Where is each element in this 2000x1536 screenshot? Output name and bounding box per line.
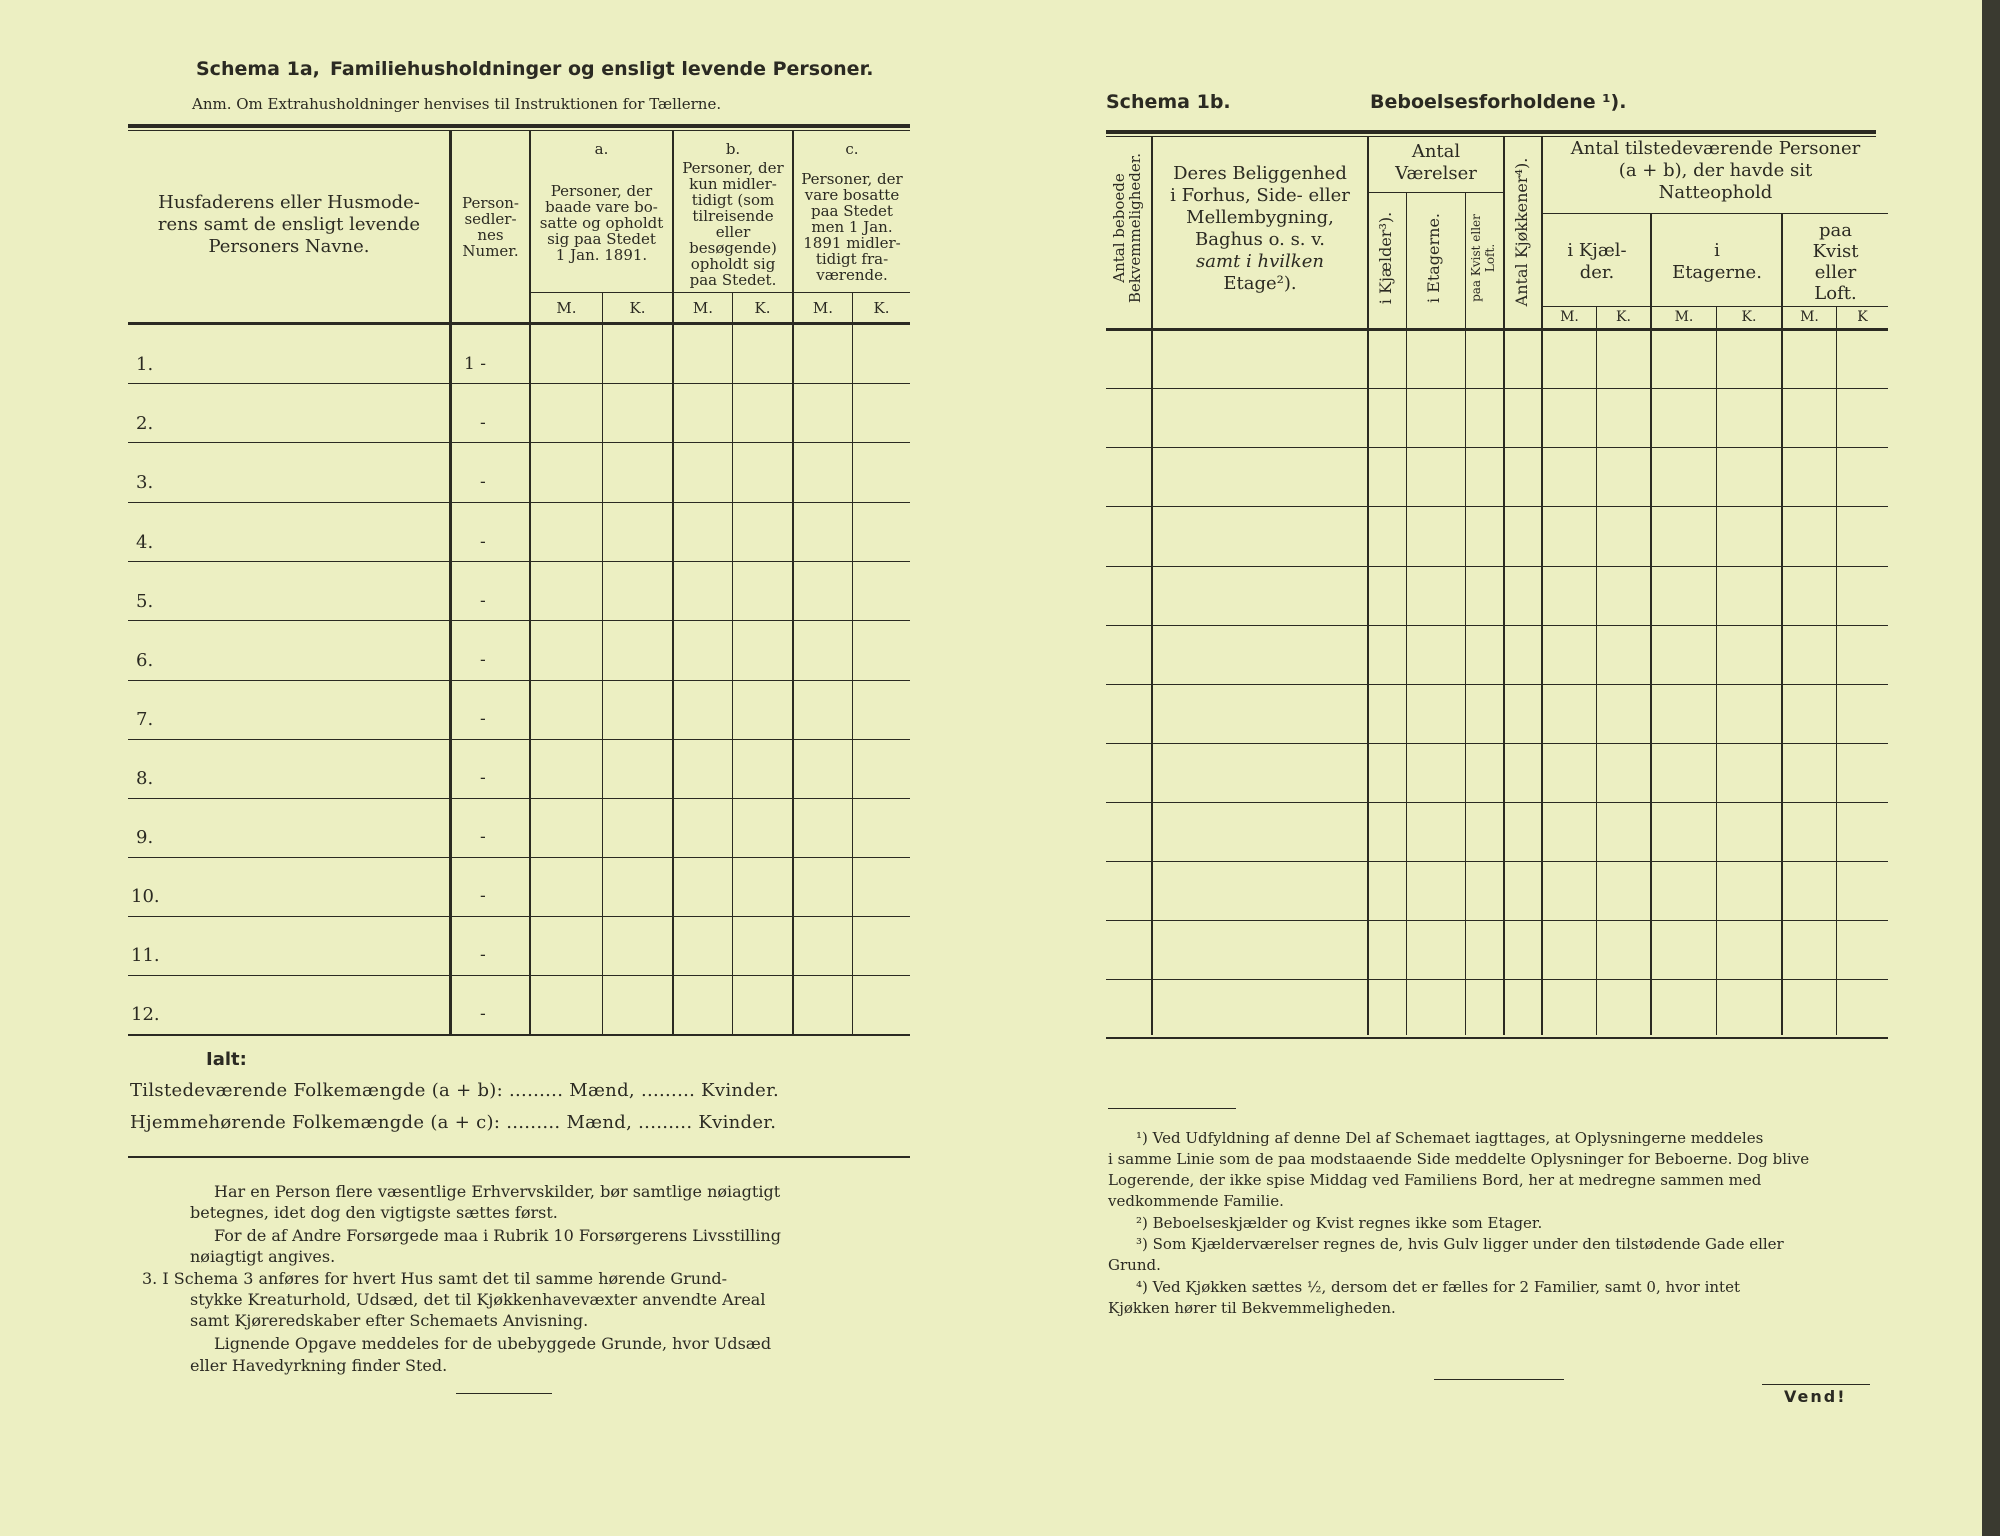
row-rule [1106, 802, 1888, 803]
col-divider [449, 131, 452, 1034]
note-line: 3. I Schema 3 anføres for hvert Hus samt det til samme hørende Grund- [142, 1269, 728, 1288]
col-divider [1836, 307, 1837, 1035]
note-line: nøiagtigt angives. [190, 1247, 336, 1266]
row-rule [1106, 388, 1888, 389]
mk-label: K. [873, 299, 890, 317]
row-number: 5. [136, 591, 154, 612]
row-rule [1106, 447, 1888, 448]
note-line: Har en Person flere væsentlige Erhvervskilder, bør samtlige nøiagtigt [214, 1182, 781, 1201]
row-number: 7. [136, 709, 154, 730]
col-divider [1716, 307, 1717, 1035]
row-rule [128, 975, 910, 976]
footnote-rule [1108, 1108, 1236, 1109]
person-number: - [480, 768, 486, 788]
footnote-line: vedkommende Familie. [1108, 1192, 1284, 1210]
mk-label: M. [1560, 309, 1579, 325]
col-a-letter: a. [594, 140, 609, 158]
footnote-line: ¹) Ved Udfyldning af denne Del af Schemaet iagttages, at Oplysningerne meddeles [1136, 1129, 1764, 1147]
row-number: 2. [136, 413, 154, 434]
row-rule [1106, 979, 1888, 980]
end-rule [456, 1393, 552, 1394]
footnote-line: Kjøkken hører til Bekvemmeligheden. [1108, 1299, 1396, 1317]
schema-1a-anm: Anm. Om Extrahusholdninger henvises til Instruktionen for Tællerne. [192, 95, 722, 113]
note-line: betegnes, idet dog den vigtigste sættes først. [190, 1203, 558, 1222]
person-number: - [480, 650, 486, 670]
note-line: eller Havedyrkning finder Sted. [190, 1356, 448, 1375]
row-number: 1. [136, 354, 154, 375]
col-divider [1465, 193, 1466, 1035]
note-line: For de af Andre Forsørgede maa i Rubrik 10 Forsørgerens Livsstilling [214, 1226, 781, 1245]
sum-present: Tilstedeværende Folkemængde (a + b): ......... Mænd, ......... Kvinder. [130, 1080, 780, 1101]
footnote-line: ²) Beboelseskjælder og Kvist regnes ikke som Etager. [1136, 1214, 1543, 1232]
end-rule [1434, 1379, 1564, 1380]
schema-1a-title: Familiehusholdninger og ensligt levende Personer. [330, 58, 874, 80]
mk-label: M. [692, 299, 714, 317]
person-number: - [480, 413, 486, 433]
row-rule [128, 383, 910, 384]
mk-label: K. [1741, 309, 1757, 325]
row-rule [1106, 625, 1888, 626]
col-divider [1151, 137, 1153, 1035]
col-header-vaerelser: Antal Værelser [1395, 141, 1477, 184]
sum-resident: Hjemmehørende Folkemængde (a + c): ......... Mænd, ......... Kvinder. [130, 1112, 777, 1133]
row-rule [128, 916, 910, 917]
col-header-kvist: paa Kvist eller Loft. [1469, 214, 1497, 302]
col-c-letter: c. [845, 140, 859, 158]
row-number: 4. [136, 532, 154, 553]
row-rule [1106, 861, 1888, 862]
col-divider [852, 293, 853, 1034]
row-rule [128, 620, 910, 621]
note-line: stykke Kreaturhold, Udsæd, det til Kjøkkenhavevæxter anvendte Areal [190, 1290, 766, 1309]
col-b-header: Personer, der kun midler- tidigt (som tilreisende eller besøgende) opholdt sig paa Stedet. [682, 159, 784, 289]
col-divider [529, 131, 531, 1034]
col-divider [1406, 193, 1407, 1035]
col-header-number: Person- sedler- nes Numer. [462, 194, 519, 260]
mk-label: K. [629, 299, 646, 317]
row-number: 3. [136, 472, 154, 493]
row-rule [1106, 506, 1888, 507]
col-divider [1503, 137, 1505, 1035]
person-number: - [480, 1004, 486, 1024]
col-c-header: Personer, der vare bosatte paa Stedet men 1 Jan. 1891 midler- tidigt fra- værende. [801, 170, 903, 284]
row-rule [128, 857, 910, 858]
page-edge [1982, 0, 2000, 1536]
mk-label: K [1857, 309, 1868, 325]
col-header-i-etagerne: i Etagerne. [1672, 240, 1762, 283]
row-number: 6. [136, 650, 154, 671]
col-header-beliggenhed: Deres Beliggenhed i Forhus, Side- eller Mellembygning, Baghus o. s. v. samt i hvilken Etage²). [1170, 163, 1350, 294]
schema-1b-title: Beboelsesforholdene ¹). [1370, 91, 1627, 113]
col-header-etagerne: i Etagerne. [1424, 212, 1443, 304]
table-bottom-rule [128, 1034, 910, 1036]
mk-label: M. [556, 299, 577, 317]
row-number: 8. [136, 768, 154, 789]
row-rule [1106, 920, 1888, 921]
row-rule [1106, 684, 1888, 685]
row-rule [1106, 566, 1888, 567]
person-number: - [480, 532, 486, 552]
row-rule [1106, 743, 1888, 744]
mk-label: K. [754, 299, 771, 317]
col-divider [1367, 137, 1369, 1035]
vaerelser-rule [1368, 192, 1503, 193]
row-number: 11. [131, 945, 160, 966]
table-top-rule [128, 124, 910, 128]
mk-label: M. [1800, 309, 1819, 325]
col-header-names: Husfaderens eller Husmode- rens samt de ensligt levende Personers Navne. [157, 192, 421, 257]
row-rule [128, 442, 910, 443]
col-divider [732, 293, 733, 1034]
row-rule [128, 561, 910, 562]
table-top-rule-thin [1106, 136, 1876, 137]
note-line: samt Kjøreredskaber efter Schemaets Anvisning. [190, 1311, 589, 1330]
footnote-line: Grund. [1108, 1256, 1161, 1274]
row-number: 12. [131, 1004, 160, 1025]
table-top-rule [1106, 130, 1876, 134]
mk-rule [530, 292, 910, 293]
row-rule [128, 502, 910, 503]
person-number: 1 - [464, 354, 486, 374]
person-number: - [480, 591, 486, 611]
col-header-kjaelder: i Kjælder³). [1376, 211, 1395, 305]
mk-label: M. [812, 299, 834, 317]
col-header-kjokkener: Antal Kjøkkener⁴). [1512, 157, 1531, 307]
note-line: Lignende Opgave meddeles for de ubebyggede Grunde, hvor Udsæd [214, 1334, 772, 1353]
schema-1b-label: Schema 1b. [1106, 91, 1231, 113]
ialt-label: Ialt: [206, 1049, 247, 1070]
vend-rule [1762, 1384, 1870, 1385]
person-number: - [480, 472, 486, 492]
col-divider [1596, 307, 1597, 1035]
notes-rule [128, 1156, 910, 1158]
person-number: - [480, 945, 486, 965]
row-number: 10. [131, 886, 160, 907]
footnote-line: i samme Linie som de paa modstaaende Side meddelte Oplysninger for Beboerne. Dog blive [1108, 1150, 1810, 1168]
mk-label: K. [1616, 309, 1631, 325]
col-a-header: Personer, der baade vare bo- satte og opholdt sig paa Stedet 1 Jan. 1891. [539, 182, 664, 264]
col-header-paa-kvist: paa Kvist eller Loft. [1812, 220, 1859, 304]
persons-rule [1542, 213, 1888, 214]
row-rule [128, 798, 910, 799]
row-number: 9. [136, 827, 154, 848]
person-number: - [480, 709, 486, 729]
footnote-line: ³) Som Kjælderværelser regnes de, hvis Gulv ligger under den tilstødende Gade eller [1136, 1235, 1784, 1253]
person-number: - [480, 886, 486, 906]
person-number: - [480, 827, 486, 847]
footnote-line: Logerende, der ikke spise Middag ved Familiens Bord, her at medregne sammen med [1108, 1171, 1762, 1189]
mk-label: M. [1674, 309, 1694, 325]
row-rule [128, 680, 910, 681]
footnote-line: ⁴) Ved Kjøkken sættes ½, dersom det er fælles for 2 Familier, samt 0, hvor intet [1136, 1278, 1740, 1296]
vend-label: Vend! [1784, 1387, 1847, 1406]
col-header-persons: Antal tilstedeværende Personer (a + b), der havde sit Natteophold [1570, 138, 1861, 203]
col-divider [602, 293, 603, 1034]
table-bottom-rule [1106, 1037, 1888, 1039]
col-header-i-kjaelder: i Kjæl- der. [1567, 240, 1627, 283]
col-header-antal-beboede: Antal beboede Bekvemmeligheder. [1110, 152, 1144, 304]
schema-1a-label: Schema 1a, [196, 58, 320, 80]
row-rule [128, 739, 910, 740]
col-b-letter: b. [725, 140, 741, 158]
